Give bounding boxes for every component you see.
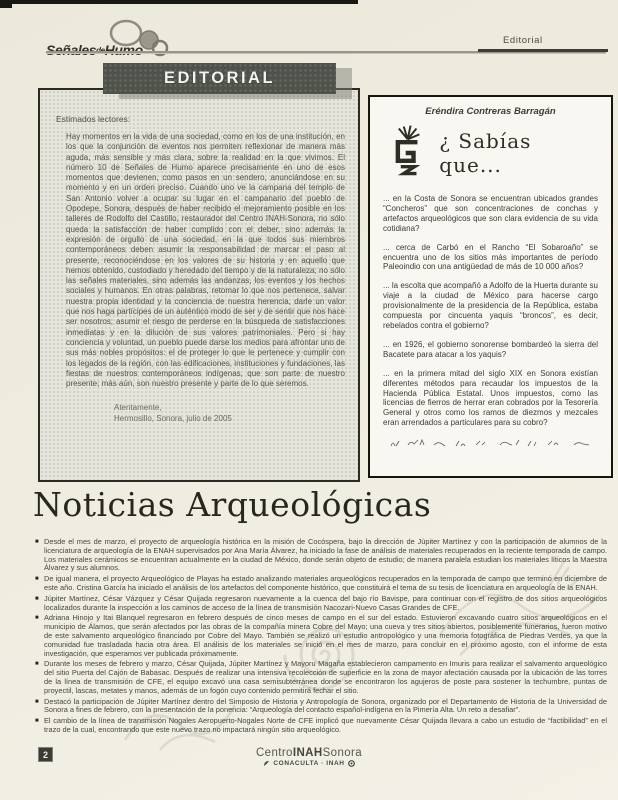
news-item (35, 698, 607, 716)
editorial-title-banner (103, 63, 336, 94)
centro-inah-sonora-wordmark (0, 747, 618, 759)
sabias-que-header (383, 125, 598, 181)
news-item (35, 717, 607, 735)
editorial-title-text: EDITORIAL (163, 69, 276, 87)
signature-line-1: Atentamente, (114, 403, 162, 413)
sabias-fact-2: ... cerca de Carbó en el Rancho “El Sobaroaño” se encuentra uno de los sitios más importantes de período Paleoindio con una antigüedad de más de 10 000 años? (383, 242, 598, 272)
news-item (35, 575, 607, 593)
news-item (35, 538, 607, 573)
bullet-icon: ■ (35, 615, 39, 622)
news-item (35, 614, 607, 658)
bullet-icon: ■ (35, 661, 39, 668)
scan-edge-artifact (0, 0, 358, 4)
sabias-fact-1: ... en la Costa de Sonora se encuentran ubicados grandes “Concheros” que son concentraciones de conchas y artefactos arqueológicos que son clara evidencia de su vida cotidiana? (383, 194, 598, 233)
sabias-fact-4: ... en 1926, el gobierno sonorense bombardeó la sierra del Bacatete para atacar a los yaquis? (383, 339, 598, 359)
sabias-que-sidebar-box (368, 95, 613, 478)
footer-imprint (0, 747, 618, 767)
running-head-section: Editorial (503, 35, 543, 46)
brand-post: Sonora (322, 747, 363, 759)
logo-word-humo: Humo (104, 42, 143, 58)
bullet-icon: ■ (35, 718, 39, 725)
news-item-text: Destacó la participación de Júpiter Martínez dentro del Simposio de Historia y Antropología de Sonora, organizado por el Departamento de Historia de la Universidad de Sonora a fines de febrero, con la presentación de la ponencia: “Arqueología del contacto español-indígena en la Pimería Alta. Un reto a desafiar”. (44, 696, 607, 715)
editorial-signature (114, 402, 345, 424)
news-item-text: Júpiter Martínez, César Vázquez y César Quijada regresaron nuevamente a la cuenca del bajo río Bavispe, para continuar con el registro de dos sitios arqueológicos localizados durante la inspección a los caminos de acceso de la línea de transmisión Nacozari-Nuevo Casas Grandes de CFE. (44, 593, 607, 612)
conaculta-icon (263, 760, 270, 767)
inah-icon (348, 760, 355, 767)
logo-wordmark (46, 42, 143, 58)
sabias-fact-5: ... en la primera mitad del siglo XIX en Sonora existían diferentes métodos para recaudar los impuestos de la Hacienda Pública Estatal. Unos impuestos, como las licencias de fierros de herrar eran cobrados por la Tesorería General y otros como los ramos de diezmos y mezcales eran arrendados a particulares para su cobro? (383, 368, 598, 428)
page-number-badge: 2 (38, 747, 53, 762)
news-item-text: Adriana Hinojo y Itai Blanquel regresaron en febrero después de cinco meses de campo en el sur del estado. Estuvieron excavando cuatro sitios arqueológicos en el municipio de Álamos, que serán afectados por las obras de la compañía minera Cobre del Mayo; una cueva y tres sitios abiertos, posiblemente funerarios, fueron motivo de este salvamento arqueológico financiado por Cobre del Mayo. También se realizó un estudio antropológico y una memoria fotográfica de Piedras Verdes, ya que la comunidad fue trasladada hacia otra área. El análisis de los materiales se inició en el mes de marzo, para concluir en el próximo agosto, con el informe de esta investigación, que esperamos ver publicada próximamente. (44, 613, 607, 658)
news-item (35, 660, 607, 695)
news-list (35, 538, 607, 737)
news-item-text: Durante los meses de febrero y marzo, César Quijada, Júpiter Martínez y Mayoru Magaña establecieron campamento en Imuris para realizar el salvamento arqueológico del sitio Puerta del Cajón de Babasac. Después de realizar una intensiva recolección de superficie en la zona de mayor afectación causada por la ubicación de las torres de la línea de transmisión de CFE, el equipo excavó una casa semisubterránea donde se encontraron los agujeros de poste para sostener la techumbre, puntas de proyectil, lascas, metates y manos, además de un fogón cuyo contenido permitirá fechar el sitio. (44, 659, 607, 695)
bullet-icon: ■ (35, 595, 39, 602)
sabias-que-title: ¿ Sabías que... (439, 129, 532, 177)
news-item-text: Desde el mes de marzo, el proyecto de arqueología histórica en la misión de Cocóspera, bajo la dirección de Júpiter Martínez y con la participación de alumnos de la licenciatura de arqueología de la ENAH supervisados por Ana María Álvarez, ha iniciado la fase de análisis de materiales recuperados en la reciente temporada de campo. Los materiales cerámicos se encuentran actualmente en la ciudad de México, donde serán objeto de estudio; de manera paralela estudian los materiales líticos la Maestra Álvarez y sus alumnos. (44, 537, 607, 573)
editorial-body-text: Hay momentos en la vida de una sociedad, como en los de una institución, en los que la conjunción de eventos nos permiten reflexionar de manera más aguda, más sensible y más clara, sobre la realidad en la que vivimos. El número 10 de Señales de Humo aparece precisamente en uno de esos momentos que devienen, como pasos en un sendero, anunciándose en su momento y en un orden preciso. Cuando uno ve la campana del templo de San Antonio volver a ocupar su lugar en el campanario del pueblo de Opodepe, Sonora, después de haber recibido el mejoramiento posible en los talleres de Rodolfo del Castillo, restaurador del Centro INAH-Sonora, no sólo queda la satisfacción de haber cumplido con el deber, sino además la expresión de orgullo de una sociedad, en la que todos sus miembros contemporáneos deben asumir la responsabilidad de marcar el paso al presente, reconociéndose en los valores de su historia y en aquello que hemos obtenido, custodiado y heredado del tiempo y de la naturaleza; no sólo las señales materiales, sino además las andanzas, los eventos y los hechos sociales y humanos. En otras palabras, retomar lo que nos pertenece, salvar nuestra propia identidad y la conciencia de nuestra herencia, darle un valor que nos haga partícipes de un auténtico modo de ser y de sentir que nos hace ser nosotros; asumir el riesgo de perderse en la búsqueda de satisfacciones inmediatas y en la dilución de sus valores patrimoniales. Pero si hay conciencia y voluntad, un pueblo puede darse los medios para afrontar uno de sus más nobles propósitos: el de proteger lo que le pertenece y cumplir con los legados de la región, con las edificaciones, instituciones y fundaciones, las fiestas de nuestros contemporáneos indígenas, que son parte de nuestro presente; más aún, son nuestro presente y parte de lo que seremos. (66, 132, 345, 389)
editorial-letter-box (38, 88, 360, 482)
institution-logos-line (0, 760, 618, 767)
bullet-icon: ■ (35, 539, 39, 545)
header-rule-accent (478, 49, 608, 52)
news-item-text: El cambio de la línea de transmisión Nogales Aeropuerto-Nogales Norte de CFE implicó que nuevamente César Quijada llevara a cabo un estudio de “factibilidad” en el trazo de la cual, encontrando que este nuevo trazo no impactará ningún sitio arqueológico. (44, 716, 607, 734)
sidebar-author-byline: Eréndira Contreras Barragán (425, 106, 556, 117)
sabias-fact-3: ... la escolta que acompañó a Adolfo de la Huerta durante su viaje a la ciudad de México para hacerse cargo provisionalmente de la presidencia de la República, estaba compuesta por cincuenta yaquis “broncos”, es decir, rebelados contra el gobierno? (383, 281, 598, 330)
news-item-text: De igual manera, el proyecto Arqueológico de Playas ha estado analizando materiales arqueológicos recuperados en la temporada de campo que terminó en diciembre de este año. Cristina García ha iniciado el análisis de los artefactos del componente histórico, que constituirá el tema de su tesis de licenciatura en arqueología de la ENAH. (44, 574, 607, 592)
news-section-title: Noticias Arqueológicas (33, 485, 432, 524)
logos-text: CONACULTA · INAH (273, 760, 345, 767)
editorial-salutation: Estimados lectores: (56, 114, 131, 124)
bullet-icon: ■ (35, 576, 39, 583)
news-item (35, 595, 607, 613)
brand-inah: INAH (292, 747, 323, 759)
brand-pre: Centro (255, 747, 293, 759)
bullet-icon: ■ (35, 698, 39, 705)
scan-corner-artifact (0, 0, 12, 8)
logo-word-de: de (96, 46, 105, 55)
petroglyph-marks-icon (388, 437, 594, 450)
signature-line-2: Hermosillo, Sonora, julio de 2005 (114, 414, 232, 424)
petroglyph-figure-icon (391, 125, 424, 181)
logo-word-senales: Señales (46, 42, 97, 58)
